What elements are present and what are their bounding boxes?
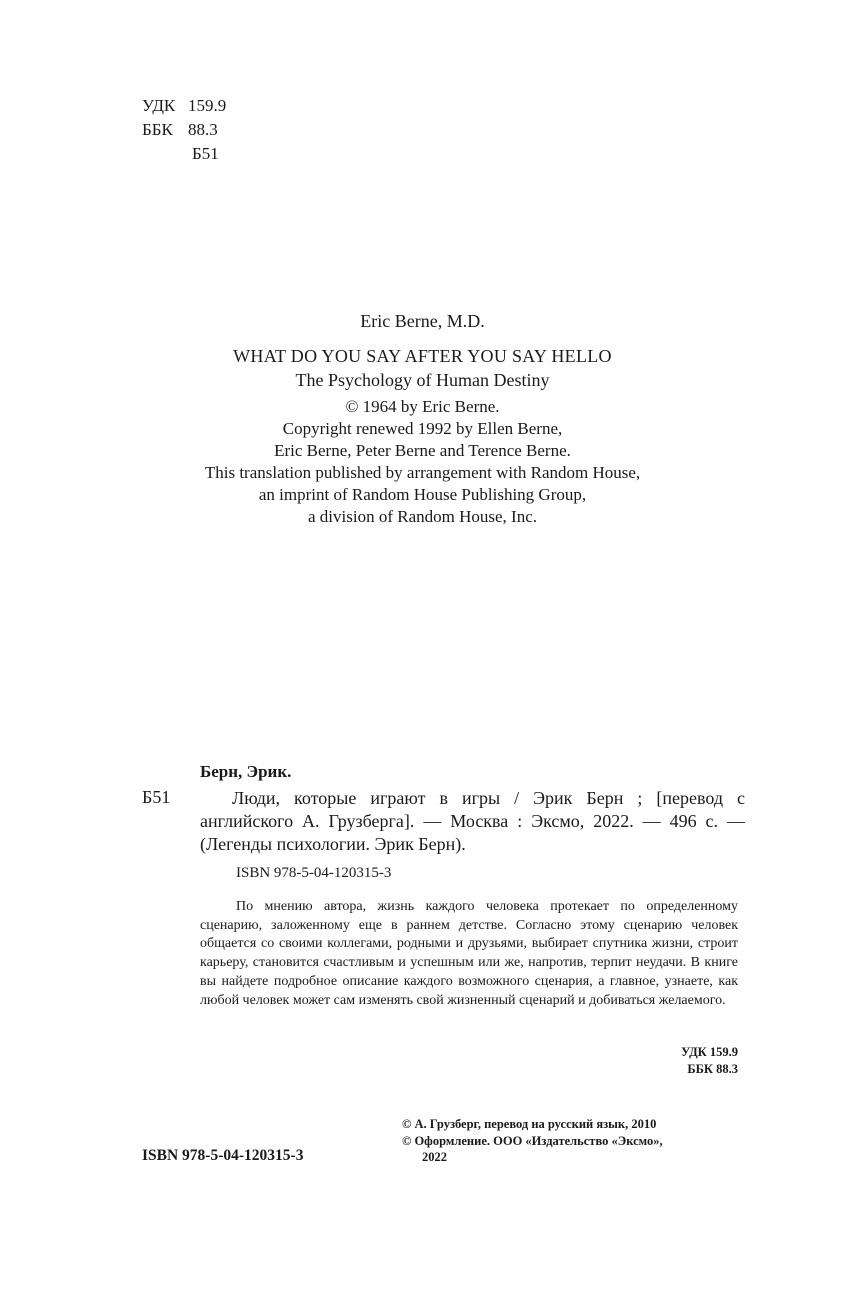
author-mark: Б51 <box>192 144 219 163</box>
catalog-index-block <box>600 1044 738 1077</box>
bbk-value: 88.3 <box>188 120 218 139</box>
catalog-author-mark: Б51 <box>142 787 171 807</box>
original-subtitle: The Psychology of Human Destiny <box>295 370 550 390</box>
copyright-line: an imprint of Random House Publishing Group, <box>258 485 587 504</box>
copyright-block <box>0 396 845 528</box>
original-author: Eric Berne, M.D. <box>360 311 485 331</box>
catalog-bbk: ББК 88.3 <box>687 1061 738 1076</box>
original-edition-block <box>0 310 845 332</box>
copyright-line: This translation published by arrangement with Random House, <box>204 463 641 482</box>
copyright-design: © Оформление. ООО «Издательство «Эксмо», <box>402 1133 663 1148</box>
footer-isbn: ISBN 978-5-04-120315-3 <box>142 1147 304 1164</box>
copyright-translation: © А. Грузберг, перевод на русский язык, 2010 <box>402 1117 657 1131</box>
annotation: По мнению автора, жизнь каждого человека протекает по определенному сценарию, заложенному еще в раннем детстве. Согласно этому сценарию человек общается со своими коллегами, родными и друзьями, выбирает спутника жизни, строит карьеру, становится счастливым и успешным или же, напротив, терпит неудачи. В книге вы найдете подробное описание каждого возможного сценария, а главное, узнаете, как любой человек может сам изменять свой жизненный сценарий и добиваться желаемого. <box>200 899 738 1008</box>
classification-block <box>142 94 226 166</box>
copyright-line: © 1964 by Eric Berne. <box>345 397 500 416</box>
copyright-design-year: 2022 <box>422 1150 447 1164</box>
copyright-line: Eric Berne, Peter Berne and Terence Berne. <box>274 441 571 460</box>
udk-line <box>142 94 226 118</box>
footer-copyright-block <box>402 1116 663 1166</box>
original-title: WHAT DO YOU SAY AFTER YOU SAY HELLO <box>233 346 612 366</box>
bbk-label: ББК <box>142 120 173 139</box>
catalog-udk: УДК 159.9 <box>681 1045 738 1059</box>
catalog-author-heading: Берн, Эрик. <box>200 762 292 781</box>
udk-label: УДК <box>142 96 176 115</box>
copyright-line: a division of Random House, Inc. <box>308 507 537 526</box>
catalog-description: Люди, которые играют в игры / Эрик Берн ; [перевод с английского А. Грузберга]. — Москва : Эксмо, 2022. — 496 с. — (Легенды психологии. Эрик Берн). <box>200 788 745 854</box>
catalog-isbn: ISBN 978-5-04-120315-3 <box>236 865 392 881</box>
copyright-line: Copyright renewed 1992 by Ellen Berne, <box>282 419 563 438</box>
bbk-line <box>142 118 226 142</box>
udk-value: 159.9 <box>188 96 227 115</box>
